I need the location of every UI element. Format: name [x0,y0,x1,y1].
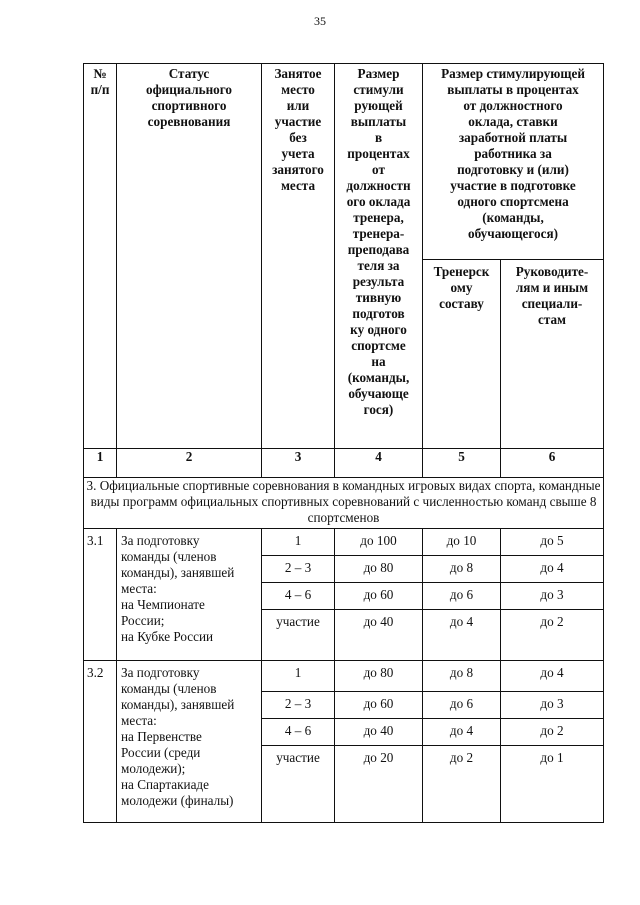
row-number: 3.2 [84,661,117,823]
coach-cell: до 2 [423,746,501,823]
percent-cell: до 60 [335,692,423,719]
header-number: № п/п [84,64,117,449]
other-cell: до 3 [501,692,604,719]
column-number: 3 [262,449,335,478]
percent-cell: до 20 [335,746,423,823]
column-number: 4 [335,449,423,478]
coach-cell: до 8 [423,661,501,692]
percent-cell: до 40 [335,719,423,746]
other-cell: до 5 [501,529,604,556]
percent-cell: до 40 [335,610,423,661]
percent-cell: до 60 [335,583,423,610]
column-number: 5 [423,449,501,478]
coach-cell: до 4 [423,719,501,746]
place-cell: 1 [262,529,335,556]
other-cell: до 3 [501,583,604,610]
stimulus-payment-table [83,63,604,823]
header-status: Статус официального спортивного соревнования [117,64,262,449]
place-cell: участие [262,610,335,661]
section-row [84,478,604,529]
column-number: 2 [117,449,262,478]
page-number: 35 [314,14,326,28]
row-description: За подготовку команды (членов команды), занявшей места: на Первенстве России (среди молодежи); на Спартакиаде молодежи (финалы) [117,661,262,823]
table-row [84,661,604,692]
section-title: 3. Официальные спортивные соревнования в командных игровых видах спорта, командные виды программ официальных спортивных соревнований с численностью команд свыше 8 спортсменов [84,478,604,529]
percent-cell: до 80 [335,661,423,692]
coach-cell: до 8 [423,556,501,583]
place-cell: 2 – 3 [262,692,335,719]
place-cell: 4 – 6 [262,583,335,610]
row-description: За подготовку команды (членов команды), занявшей места: на Чемпионате России; на Кубке России [117,529,262,661]
place-cell: 4 – 6 [262,719,335,746]
other-cell: до 2 [501,610,604,661]
percent-cell: до 80 [335,556,423,583]
header-staff-payment: Размер стимулирующей выплаты в процентах от должностного оклада, ставки заработной платы работника за подготовку и (или) участие в подготовке одного спортсмена (команды, обучающегося) [423,64,604,260]
row-number: 3.1 [84,529,117,661]
header-coaching-staff: Тренерск ому составу [423,260,501,449]
coach-cell: до 6 [423,583,501,610]
header-coach-payment: Размер стимули рующей выплаты в процентах от должностн ого оклада тренера, тренера- преподава теля за результа тивную подготов ку одного спортсме на (команды, обучающе гося) [335,64,423,449]
coach-cell: до 6 [423,692,501,719]
table-row [84,529,604,556]
place-cell: 2 – 3 [262,556,335,583]
place-cell: 1 [262,661,335,692]
place-cell: участие [262,746,335,823]
coach-cell: до 10 [423,529,501,556]
other-cell: до 2 [501,719,604,746]
other-cell: до 4 [501,661,604,692]
percent-cell: до 100 [335,529,423,556]
coach-cell: до 4 [423,610,501,661]
column-number-row [84,449,604,478]
column-number: 6 [501,449,604,478]
header-place: Занятое место или участие без учета занятого места [262,64,335,449]
column-number: 1 [84,449,117,478]
other-cell: до 4 [501,556,604,583]
header-managers-specialists: Руководите- лям и иным специали- стам [501,260,604,449]
header-row-1 [84,64,604,260]
other-cell: до 1 [501,746,604,823]
